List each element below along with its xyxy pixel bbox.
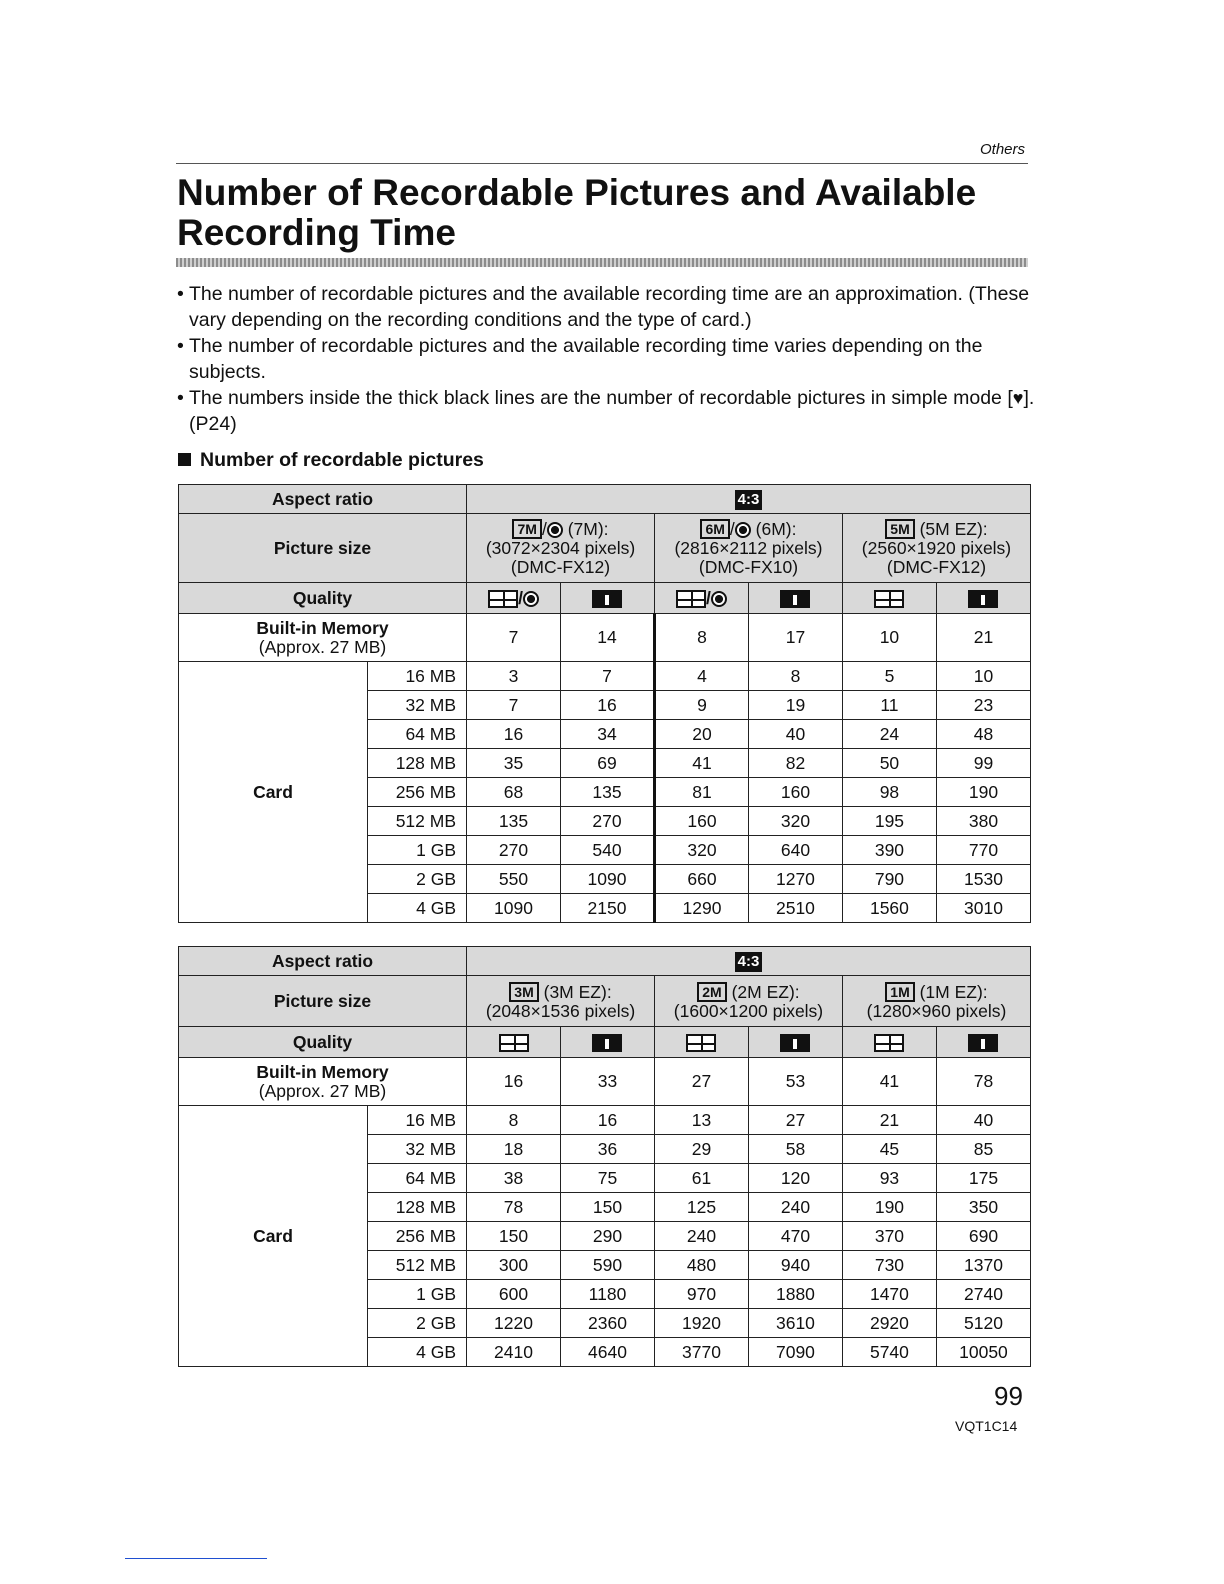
- table-cell: 35: [467, 749, 561, 778]
- top-rule: [176, 163, 1028, 164]
- card-label: Card: [179, 1106, 368, 1367]
- table-cell: 69: [561, 749, 655, 778]
- table-cell: 660: [654, 865, 748, 894]
- table-cell: 175: [936, 1164, 1030, 1193]
- table-cell: 7090: [748, 1338, 842, 1367]
- table-row: [179, 1106, 1031, 1135]
- table-cell: 78: [936, 1058, 1030, 1106]
- fine-quality-icon: [676, 590, 706, 608]
- square-bullet-icon: [178, 453, 191, 466]
- table-cell: 480: [654, 1251, 748, 1280]
- table-cell: 2150: [561, 894, 655, 923]
- bullet-item: • The number of recordable pictures and the available recording time are an approximation. (These vary depending on the recording conditions and the type of card.): [177, 281, 1037, 333]
- table-cell: 4640: [561, 1338, 655, 1367]
- table-cell: 320: [654, 836, 748, 865]
- table-cell: 2740: [936, 1280, 1030, 1309]
- size-icon: 2M: [697, 982, 726, 1002]
- table-cell: 195: [842, 807, 936, 836]
- table-cell: 8: [467, 1106, 561, 1135]
- table-cell: 5740: [842, 1338, 936, 1367]
- table-cell: 160: [654, 807, 748, 836]
- aspect-ratio-label: Aspect ratio: [179, 947, 467, 976]
- card-label: Card: [179, 662, 368, 923]
- quality-fine: [842, 583, 936, 614]
- picture-size-1m: 1M (1M EZ): (1280×960 pixels): [842, 976, 1030, 1027]
- table-cell: 82: [748, 749, 842, 778]
- builtin-memory-label: Built-in Memory (Approx. 27 MB): [179, 614, 467, 662]
- table-cell: 390: [842, 836, 936, 865]
- page-title: Number of Recordable Pictures and Available Recording Time: [177, 172, 977, 253]
- card-size: 2 GB: [368, 865, 467, 894]
- recordable-pictures-table-2: [178, 946, 1031, 1367]
- sub-heading: Number of recordable pictures: [178, 449, 484, 472]
- footer-divider: [125, 1558, 267, 1559]
- card-size: 1 GB: [368, 1280, 467, 1309]
- table-cell: 1470: [842, 1280, 936, 1309]
- standard-quality-icon: [968, 1034, 998, 1052]
- table-cell: 16: [467, 1058, 561, 1106]
- standard-quality-icon: [780, 1034, 810, 1052]
- quality-label: Quality: [179, 583, 467, 614]
- table-cell: 150: [561, 1193, 655, 1222]
- table-cell: 40: [748, 720, 842, 749]
- table-cell: 41: [842, 1058, 936, 1106]
- aspect-ratio-label: Aspect ratio: [179, 485, 467, 514]
- camera-mode-icon: [735, 522, 751, 538]
- card-size: 512 MB: [368, 807, 467, 836]
- table-cell: 970: [654, 1280, 748, 1309]
- table-cell: 40: [936, 1106, 1030, 1135]
- aspect-ratio-badge: 4:3: [735, 490, 763, 510]
- table-cell: 2360: [561, 1309, 655, 1338]
- quality-fine: [842, 1027, 936, 1058]
- table-cell: 270: [467, 836, 561, 865]
- fine-quality-icon: [686, 1034, 716, 1052]
- size-icon: 7M: [512, 519, 541, 539]
- recordable-pictures-table-1: [178, 484, 1031, 923]
- table-cell: 770: [936, 836, 1030, 865]
- table-cell: 470: [748, 1222, 842, 1251]
- camera-mode-icon: [547, 522, 563, 538]
- table-cell: 21: [842, 1106, 936, 1135]
- table-cell: 48: [936, 720, 1030, 749]
- picture-size-7m: 7M / (7M): (3072×2304 pixels) (DMC-FX12): [467, 514, 655, 583]
- table-cell: 1880: [748, 1280, 842, 1309]
- card-size: 256 MB: [368, 1222, 467, 1251]
- table-cell: 940: [748, 1251, 842, 1280]
- table-cell: 45: [842, 1135, 936, 1164]
- card-size: 1 GB: [368, 836, 467, 865]
- table-cell: 125: [654, 1193, 748, 1222]
- table-cell: 24: [842, 720, 936, 749]
- size-icon: 6M: [700, 519, 729, 539]
- table-cell: 590: [561, 1251, 655, 1280]
- table-cell: 21: [936, 614, 1030, 662]
- aspect-ratio-badge: 4:3: [735, 952, 763, 972]
- standard-quality-icon: [968, 590, 998, 608]
- table-cell: 10: [842, 614, 936, 662]
- table-cell: 640: [748, 836, 842, 865]
- table-cell: 290: [561, 1222, 655, 1251]
- table-cell: 160: [748, 778, 842, 807]
- picture-size-3m: 3M (3M EZ): (2048×1536 pixels): [467, 976, 655, 1027]
- bullet-item: • The numbers inside the thick black lines are the number of recordable pictures in simple mode [♥]. (P24): [177, 385, 1037, 437]
- table-cell: 8: [654, 614, 748, 662]
- quality-standard: [748, 1027, 842, 1058]
- card-size: 16 MB: [368, 662, 467, 691]
- page-number: 99: [994, 1381, 1023, 1411]
- table-cell: 23: [936, 691, 1030, 720]
- table-cell: 270: [561, 807, 655, 836]
- table-cell: 4: [654, 662, 748, 691]
- card-size: 64 MB: [368, 1164, 467, 1193]
- card-size: 4 GB: [368, 1338, 467, 1367]
- card-size: 32 MB: [368, 691, 467, 720]
- table-cell: 58: [748, 1135, 842, 1164]
- standard-quality-icon: [592, 1034, 622, 1052]
- table-cell: 1290: [654, 894, 748, 923]
- card-rows: [179, 662, 1031, 923]
- table-cell: 2410: [467, 1338, 561, 1367]
- table-cell: 135: [561, 778, 655, 807]
- fine-quality-icon: [874, 1034, 904, 1052]
- size-icon: 3M: [509, 982, 538, 1002]
- card-size: 4 GB: [368, 894, 467, 923]
- table-cell: 10050: [936, 1338, 1030, 1367]
- table-cell: 1370: [936, 1251, 1030, 1280]
- table-cell: 98: [842, 778, 936, 807]
- size-icon: 1M: [885, 982, 914, 1002]
- table-cell: 50: [842, 749, 936, 778]
- table-cell: 3610: [748, 1309, 842, 1338]
- table-cell: 68: [467, 778, 561, 807]
- card-size: 512 MB: [368, 1251, 467, 1280]
- quality-standard: [561, 1027, 655, 1058]
- quality-standard: [936, 583, 1030, 614]
- table-cell: 690: [936, 1222, 1030, 1251]
- table-cell: 300: [467, 1251, 561, 1280]
- table-cell: 730: [842, 1251, 936, 1280]
- table-cell: 370: [842, 1222, 936, 1251]
- table-cell: 1180: [561, 1280, 655, 1309]
- table-cell: 540: [561, 836, 655, 865]
- table-cell: 190: [936, 778, 1030, 807]
- table-cell: 10: [936, 662, 1030, 691]
- table-cell: 36: [561, 1135, 655, 1164]
- quality-label: Quality: [179, 1027, 467, 1058]
- table-cell: 27: [748, 1106, 842, 1135]
- table-cell: 550: [467, 865, 561, 894]
- table-cell: 3: [467, 662, 561, 691]
- table-cell: 1920: [654, 1309, 748, 1338]
- aspect-ratio-value: [467, 485, 1031, 514]
- table-cell: 53: [748, 1058, 842, 1106]
- quality-fine: /: [654, 583, 748, 614]
- aspect-ratio-value: [467, 947, 1031, 976]
- table-cell: 240: [748, 1193, 842, 1222]
- card-size: 64 MB: [368, 720, 467, 749]
- picture-size-label: Picture size: [179, 976, 467, 1027]
- picture-size-5m: 5M (5M EZ): (2560×1920 pixels) (DMC-FX12): [842, 514, 1030, 583]
- camera-mode-icon: [711, 591, 727, 607]
- section-label: Others: [979, 141, 1025, 158]
- table-cell: 13: [654, 1106, 748, 1135]
- table-cell: 78: [467, 1193, 561, 1222]
- table-cell: 38: [467, 1164, 561, 1193]
- table-cell: 9: [654, 691, 748, 720]
- table-cell: 190: [842, 1193, 936, 1222]
- table-cell: 2920: [842, 1309, 936, 1338]
- table-cell: 1220: [467, 1309, 561, 1338]
- quality-fine: /: [467, 583, 561, 614]
- table-cell: 81: [654, 778, 748, 807]
- quality-standard: [936, 1027, 1030, 1058]
- table-cell: 2510: [748, 894, 842, 923]
- quality-standard: [748, 583, 842, 614]
- table-cell: 1270: [748, 865, 842, 894]
- fine-quality-icon: [499, 1034, 529, 1052]
- table-cell: 7: [467, 691, 561, 720]
- table-cell: 5: [842, 662, 936, 691]
- fine-quality-icon: [488, 590, 518, 608]
- table-cell: 320: [748, 807, 842, 836]
- table-cell: 790: [842, 865, 936, 894]
- table-cell: 1530: [936, 865, 1030, 894]
- table-cell: 16: [561, 1106, 655, 1135]
- card-rows: [179, 1106, 1031, 1367]
- table-row: [179, 662, 1031, 691]
- table-cell: 33: [561, 1058, 655, 1106]
- document-code: VQT1C14: [955, 1418, 1018, 1434]
- table-cell: 14: [561, 614, 655, 662]
- table-cell: 240: [654, 1222, 748, 1251]
- table-cell: 20: [654, 720, 748, 749]
- table-cell: 1090: [467, 894, 561, 923]
- camera-mode-icon: [523, 591, 539, 607]
- table-cell: 1090: [561, 865, 655, 894]
- table-cell: 380: [936, 807, 1030, 836]
- builtin-memory-label: Built-in Memory (Approx. 27 MB): [179, 1058, 467, 1106]
- table-cell: 41: [654, 749, 748, 778]
- table-cell: 8: [748, 662, 842, 691]
- card-size: 128 MB: [368, 1193, 467, 1222]
- picture-size-6m: 6M / (6M): (2816×2112 pixels) (DMC-FX10): [654, 514, 842, 583]
- table-cell: 16: [467, 720, 561, 749]
- table-cell: 600: [467, 1280, 561, 1309]
- fine-quality-icon: [874, 590, 904, 608]
- picture-size-label: Picture size: [179, 514, 467, 583]
- table-cell: 120: [748, 1164, 842, 1193]
- card-size: 32 MB: [368, 1135, 467, 1164]
- table-cell: 16: [561, 691, 655, 720]
- table-cell: 34: [561, 720, 655, 749]
- quality-fine: [467, 1027, 561, 1058]
- title-rule: [176, 258, 1028, 267]
- table-cell: 11: [842, 691, 936, 720]
- table-cell: 3010: [936, 894, 1030, 923]
- table-cell: 75: [561, 1164, 655, 1193]
- table-cell: 29: [654, 1135, 748, 1164]
- card-size: 2 GB: [368, 1309, 467, 1338]
- table-cell: 3770: [654, 1338, 748, 1367]
- size-icon: 5M: [885, 519, 914, 539]
- heart-icon: ♥: [1012, 388, 1024, 408]
- table-cell: 5120: [936, 1309, 1030, 1338]
- table-cell: 85: [936, 1135, 1030, 1164]
- table-cell: 1560: [842, 894, 936, 923]
- picture-size-2m: 2M (2M EZ): (1600×1200 pixels): [654, 976, 842, 1027]
- table-cell: 93: [842, 1164, 936, 1193]
- table-cell: 17: [748, 614, 842, 662]
- quality-fine: [654, 1027, 748, 1058]
- table-cell: 7: [561, 662, 655, 691]
- table-cell: 7: [467, 614, 561, 662]
- table-cell: 19: [748, 691, 842, 720]
- table-cell: 61: [654, 1164, 748, 1193]
- standard-quality-icon: [780, 590, 810, 608]
- table-cell: 350: [936, 1193, 1030, 1222]
- card-size: 128 MB: [368, 749, 467, 778]
- table-cell: 99: [936, 749, 1030, 778]
- table-cell: 27: [654, 1058, 748, 1106]
- table-cell: 135: [467, 807, 561, 836]
- standard-quality-icon: [592, 590, 622, 608]
- card-size: 256 MB: [368, 778, 467, 807]
- bullet-item: • The number of recordable pictures and the available recording time varies depending on the subjects.: [177, 333, 1037, 385]
- bullet-list: [177, 281, 1037, 437]
- quality-standard: [561, 583, 655, 614]
- table-cell: 18: [467, 1135, 561, 1164]
- table-cell: 150: [467, 1222, 561, 1251]
- card-size: 16 MB: [368, 1106, 467, 1135]
